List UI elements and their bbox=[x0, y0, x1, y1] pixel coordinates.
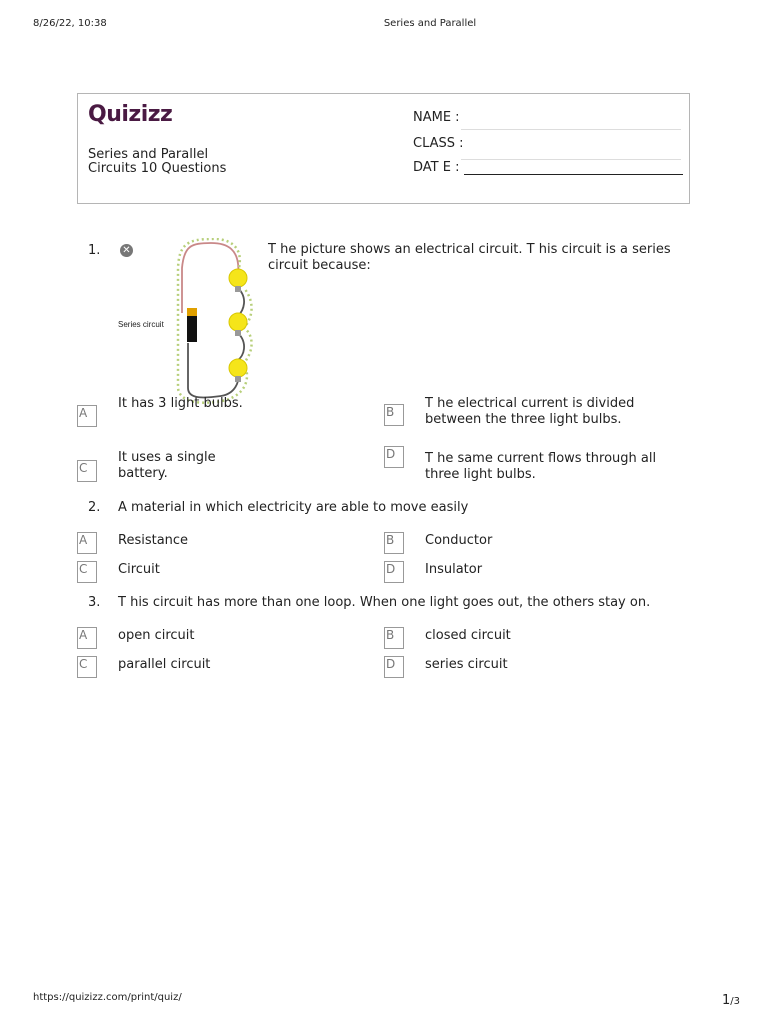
date-label: DAT E : bbox=[413, 160, 460, 175]
option-line: It has 3 light bulbs. bbox=[118, 396, 243, 411]
option-d-box[interactable]: D bbox=[384, 561, 404, 583]
option-b-text: Conductor bbox=[425, 533, 493, 548]
close-circle-icon: ✕ bbox=[120, 244, 133, 257]
name-label: NAME : bbox=[413, 110, 460, 125]
circuit-label: Series circuit bbox=[118, 320, 164, 329]
question-text: T his circuit has more than one loop. When one light goes out, the others stay on. bbox=[118, 595, 651, 610]
option-a-text: open circuit bbox=[118, 628, 195, 643]
option-b-text bbox=[425, 396, 634, 428]
question-text-line1: T he picture shows an electrical circuit. T his circuit is a series bbox=[268, 242, 671, 257]
option-d-box[interactable]: D bbox=[384, 446, 404, 468]
option-c-text: Circuit bbox=[118, 562, 160, 577]
print-title: Series and Parallel bbox=[383, 18, 477, 29]
option-b-box[interactable]: B bbox=[384, 404, 404, 426]
option-b-text: closed circuit bbox=[425, 628, 511, 643]
option-d-text bbox=[425, 451, 656, 483]
quiz-header-box bbox=[77, 93, 690, 204]
option-a-box[interactable]: A bbox=[77, 627, 97, 649]
question-text: A material in which electricity are able to move easily bbox=[118, 500, 469, 515]
option-line: between the three light bulbs. bbox=[425, 412, 622, 427]
quizizz-logo: Quizizz bbox=[88, 102, 173, 127]
option-c-box[interactable]: C bbox=[77, 460, 97, 482]
class-line bbox=[461, 159, 681, 160]
option-a-text: Resistance bbox=[118, 533, 189, 548]
bulb-1 bbox=[229, 269, 247, 292]
bulb-3 bbox=[229, 359, 247, 382]
series-circuit-image bbox=[116, 238, 266, 408]
page-current: 1 bbox=[722, 993, 731, 1008]
option-c-box[interactable]: C bbox=[77, 656, 97, 678]
option-a-box[interactable]: A bbox=[77, 405, 97, 427]
option-c-text bbox=[118, 450, 216, 482]
question-number: 1. bbox=[88, 243, 101, 258]
option-d-text: Insulator bbox=[425, 562, 483, 577]
quiz-title bbox=[88, 148, 226, 176]
page-total: /3 bbox=[730, 996, 741, 1007]
quiz-title-line2: Circuits 10 Questions bbox=[88, 161, 227, 176]
option-a-box[interactable]: A bbox=[77, 532, 97, 554]
bulb-2 bbox=[229, 313, 247, 336]
option-c-box[interactable]: C bbox=[77, 561, 97, 583]
question-text-line2: circuit because: bbox=[268, 258, 371, 273]
question-number: 3. bbox=[88, 595, 101, 610]
option-d-text: series circuit bbox=[425, 657, 508, 672]
page-number bbox=[722, 993, 740, 1008]
name-line bbox=[461, 129, 681, 130]
question-number: 2. bbox=[88, 500, 101, 515]
option-d-box[interactable]: D bbox=[384, 656, 404, 678]
quiz-title-line1: Series and Parallel bbox=[88, 147, 209, 162]
option-line: battery. bbox=[118, 466, 168, 481]
option-b-box[interactable]: B bbox=[384, 532, 404, 554]
date-line bbox=[464, 174, 683, 175]
question-text bbox=[268, 242, 671, 274]
option-a-text bbox=[118, 396, 243, 412]
option-b-box[interactable]: B bbox=[384, 627, 404, 649]
print-date: 8/26/22, 10:38 bbox=[33, 18, 107, 29]
option-line: It uses a single bbox=[118, 450, 216, 465]
option-line: T he same current flows through all bbox=[425, 451, 657, 466]
class-label: CLASS : bbox=[413, 136, 464, 151]
footer-url: https://quizizz.com/print/quiz/ bbox=[33, 992, 182, 1003]
option-line: three light bulbs. bbox=[425, 467, 536, 482]
option-c-text: parallel circuit bbox=[118, 657, 211, 672]
option-line: T he electrical current is divided bbox=[425, 396, 635, 411]
